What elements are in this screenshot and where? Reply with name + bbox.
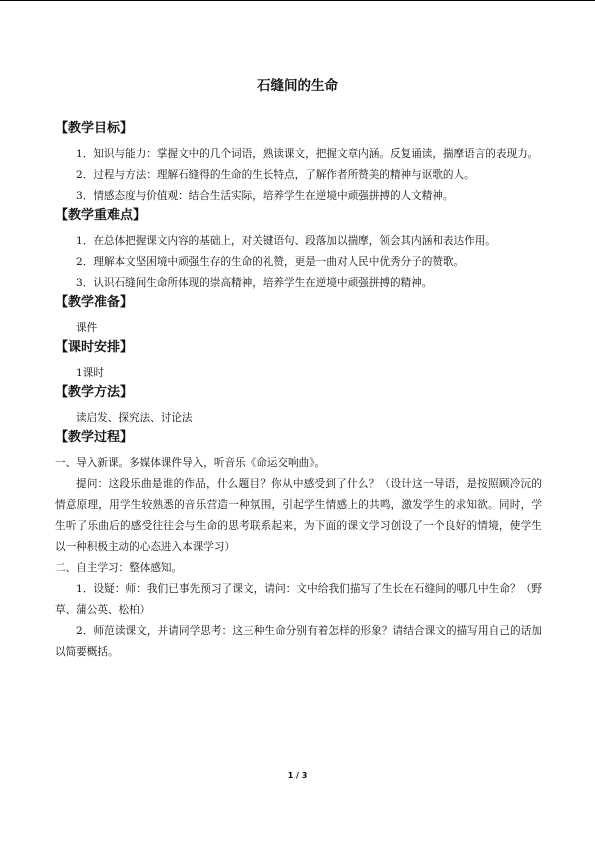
document-title: 石缝间的生命 (257, 78, 338, 94)
paragraph: 提问：这段乐曲是谁的作品，什么题目？你从中感受到了什么？（设计这一导语，是按照顾冷沅的情意原理，用学生较熟悉的音乐营造一种氛围，引起学生情感上的共鸣，激发学生的求知欲。同时，学生听了乐曲后的感受往往会与生命的思考联系起来，为下面的课文学习创设了一个良好的情境，使学生以一种积极主动的心态进入本课学习） (55, 478, 542, 553)
section-teaching-goals (55, 120, 542, 207)
paragraph: 3．情感态度与价值观：结合生活实际，培养学生在逆境中顽强拼搏的人文精神。 (76, 190, 454, 202)
section-process (55, 429, 542, 663)
page-number: 1 / 3 (287, 771, 308, 780)
document-body (55, 120, 542, 663)
paragraph: 2．理解本文坚困境中顽强生存的生命的礼赞，更是一曲对人民中优秀分子的赞歌。 (76, 256, 465, 268)
section-heading: 【教学准备】 (55, 295, 134, 310)
paragraph: 二、自主学习：整体感知。 (55, 562, 183, 574)
section-heading: 【教学方法】 (55, 385, 134, 400)
section-key-difficulties (55, 207, 542, 294)
top-border-line (0, 0, 595, 1)
section-heading: 【教学目标】 (55, 121, 134, 136)
section-schedule (55, 339, 542, 384)
paragraph: 1．设疑：师：我们已事先预习了课文，请问：文中给我们描写了生长在石缝间的哪几中生命？（野草、蒲公英、松柏） (55, 583, 542, 616)
paragraph: 2．过程与方法：理解石缝得的生命的生长特点，了解作者所赞美的精神与讴歌的人。 (76, 169, 475, 181)
paragraph: 2．师范读课文，并请同学思考：这三种生命分别有着怎样的形象？请结合课文的描写用自己的话加以简要概括。 (55, 625, 542, 658)
paragraph: 读启发、探究法、讨论法 (76, 412, 193, 424)
section-heading: 【教学重难点】 (55, 208, 147, 223)
section-preparation (55, 294, 542, 339)
section-heading: 【教学过程】 (55, 430, 134, 445)
section-methods (55, 384, 542, 429)
paragraph: 1课时 (76, 367, 104, 379)
paragraph: 一、导入新课。多媒体课件导入，听音乐《命运交响曲》。 (55, 457, 326, 469)
paragraph: 1．知识与能力：掌握文中的几个词语，熟读课文，把握文章内涵。反复诵读，揣摩语言的表现力。 (76, 148, 539, 160)
section-heading: 【课时安排】 (55, 340, 134, 355)
paragraph: 课件 (76, 322, 98, 334)
paragraph: 1．在总体把握课文内容的基础上，对关键语句、段落加以揣摩，领会其内涵和表达作用。 (76, 235, 496, 247)
paragraph: 3．认识石缝间生命所体现的崇高精神，培养学生在逆境中顽强拼搏的精神。 (76, 277, 433, 289)
